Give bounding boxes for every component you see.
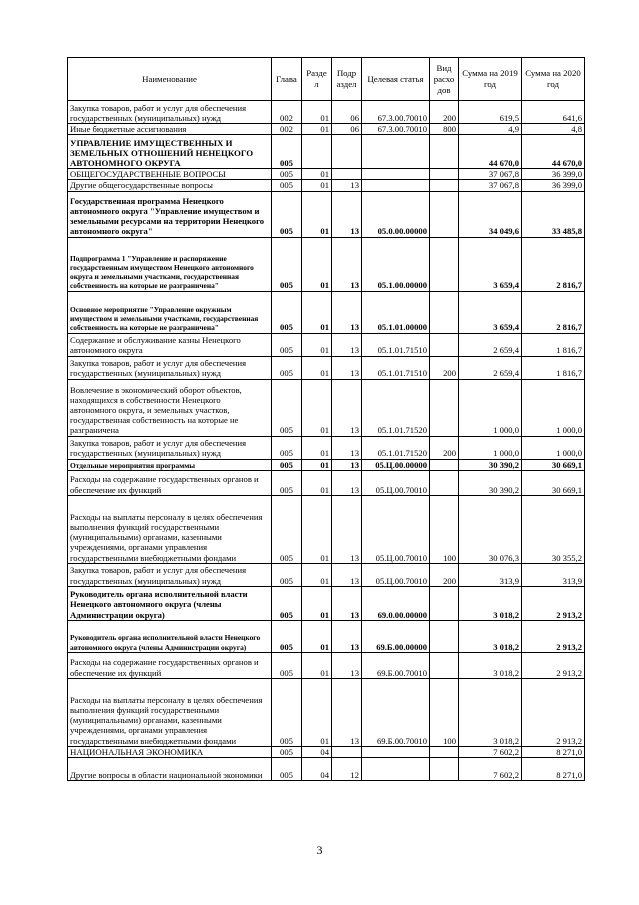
header-section: Разде л xyxy=(302,58,332,101)
row-section: 04 xyxy=(302,746,332,757)
row-sum-2019: 3 018,2 xyxy=(459,586,522,620)
table-row xyxy=(68,758,585,781)
table-row xyxy=(68,124,585,135)
table-header-row xyxy=(68,58,585,101)
row-name: Закупка товаров, работ и услуг для обеспечения государственных (муниципальных) нужд xyxy=(68,356,272,379)
row-exp-type xyxy=(430,586,459,620)
row-section: 01 xyxy=(302,237,332,291)
row-section: 01 xyxy=(302,678,332,746)
table-row xyxy=(68,459,585,470)
row-section: 01 xyxy=(302,459,332,470)
row-subsection xyxy=(332,169,362,180)
row-target: 67.3.00.70010 xyxy=(362,101,430,124)
row-name: Отдельные мероприятия программы xyxy=(68,459,272,470)
row-sum-2019: 30 076,3 xyxy=(459,495,522,563)
row-sum-2020: 30 669,1 xyxy=(522,459,585,470)
row-name: Подпрограмма 1 "Управление и распоряжение государственным имуществом Ненецкого автономного округа и земельными участками, государственная собственность на которые не разграничена" xyxy=(68,237,272,291)
row-sum-2019: 313,9 xyxy=(459,563,522,586)
row-target xyxy=(362,758,430,781)
row-subsection: 13 xyxy=(332,180,362,191)
row-section: 01 xyxy=(302,586,332,620)
row-target: 05.1.01.71520 xyxy=(362,379,430,436)
row-section: 01 xyxy=(302,495,332,563)
row-name: ОБЩЕГОСУДАРСТВЕННЫЕ ВОПРОСЫ xyxy=(68,169,272,180)
row-subsection: 13 xyxy=(332,652,362,678)
table-row xyxy=(68,333,585,356)
header-chapter: Глава xyxy=(272,58,302,101)
row-chapter: 005 xyxy=(272,459,302,470)
row-name: Содержание и обслуживание казны Ненецкого автономного округа xyxy=(68,333,272,356)
row-sum-2020: 2 913,2 xyxy=(522,620,585,652)
row-chapter: 002 xyxy=(272,124,302,135)
row-sum-2020: 30 355,2 xyxy=(522,495,585,563)
row-subsection: 13 xyxy=(332,563,362,586)
row-sum-2019: 1 000,0 xyxy=(459,436,522,459)
row-sum-2020: 33 485,8 xyxy=(522,191,585,237)
page-number: 3 xyxy=(316,843,323,857)
row-subsection: 13 xyxy=(332,291,362,333)
row-exp-type xyxy=(430,333,459,356)
table-row xyxy=(68,191,585,237)
row-name: Другие вопросы в области национальной экономики xyxy=(68,758,272,781)
row-chapter: 005 xyxy=(272,379,302,436)
row-name: УПРАВЛЕНИЕ ИМУЩЕСТВЕННЫХ И ЗЕМЕЛЬНЫХ ОТНОШЕНИЙ НЕНЕЦКОГО АВТОНОМНОГО ОКРУГА xyxy=(68,135,272,169)
row-sum-2020: 641,6 xyxy=(522,101,585,124)
row-exp-type xyxy=(430,459,459,470)
row-target xyxy=(362,180,430,191)
row-chapter: 005 xyxy=(272,356,302,379)
row-target: 05.1.01.71510 xyxy=(362,356,430,379)
row-sum-2020: 1 816,7 xyxy=(522,333,585,356)
row-exp-type: 200 xyxy=(430,356,459,379)
table-row xyxy=(68,586,585,620)
row-sum-2019: 2 659,4 xyxy=(459,356,522,379)
row-sum-2019: 3 659,4 xyxy=(459,291,522,333)
row-sum-2019: 7 602,2 xyxy=(459,746,522,757)
table-row xyxy=(68,470,585,495)
row-chapter: 005 xyxy=(272,620,302,652)
row-sum-2020: 2 816,7 xyxy=(522,291,585,333)
row-section: 01 xyxy=(302,436,332,459)
row-chapter: 005 xyxy=(272,652,302,678)
row-name: Расходы на выплаты персоналу в целях обеспечения выполнения функций государственными (муниципальными) органами, казенными учреждениями, органами управления государственными внебюджетными фондами xyxy=(68,495,272,563)
header-exp-type: Вид расхо дов xyxy=(430,58,459,101)
row-target: 05.Ц.00.70010 xyxy=(362,563,430,586)
row-subsection xyxy=(332,746,362,757)
row-section: 01 xyxy=(302,124,332,135)
table-row xyxy=(68,101,585,124)
row-chapter: 005 xyxy=(272,333,302,356)
row-chapter: 002 xyxy=(272,101,302,124)
row-target: 05.1.00.00000 xyxy=(362,237,430,291)
row-sum-2019: 3 018,2 xyxy=(459,620,522,652)
row-exp-type xyxy=(430,191,459,237)
row-sum-2019: 3 018,2 xyxy=(459,652,522,678)
row-sum-2020: 2 913,2 xyxy=(522,678,585,746)
row-section xyxy=(302,135,332,169)
row-exp-type xyxy=(430,620,459,652)
row-name: НАЦИОНАЛЬНАЯ ЭКОНОМИКА xyxy=(68,746,272,757)
row-name: Руководитель органа исполнительной власти Ненецкого автономного округа (члены Администрации округа) xyxy=(68,620,272,652)
row-sum-2020: 36 399,0 xyxy=(522,169,585,180)
row-target: 05.Ц.00.70010 xyxy=(362,495,430,563)
table-row xyxy=(68,652,585,678)
table-row xyxy=(68,135,585,169)
row-chapter: 005 xyxy=(272,470,302,495)
row-exp-type xyxy=(430,291,459,333)
row-subsection: 06 xyxy=(332,124,362,135)
row-sum-2020: 4,8 xyxy=(522,124,585,135)
row-chapter: 005 xyxy=(272,746,302,757)
table-row xyxy=(68,746,585,757)
row-exp-type: 200 xyxy=(430,563,459,586)
row-name: Основное мероприятие "Управление окружным имуществом и земельными участками, государственная собственность на которые не разграничена" xyxy=(68,291,272,333)
row-exp-type: 800 xyxy=(430,124,459,135)
row-subsection: 13 xyxy=(332,459,362,470)
row-sum-2019: 44 670,0 xyxy=(459,135,522,169)
row-chapter: 005 xyxy=(272,563,302,586)
row-exp-type xyxy=(430,379,459,436)
table-row xyxy=(68,495,585,563)
row-target: 05.1.01.71520 xyxy=(362,436,430,459)
row-sum-2019: 3 659,4 xyxy=(459,237,522,291)
row-sum-2019: 37 067,8 xyxy=(459,180,522,191)
row-section: 01 xyxy=(302,620,332,652)
row-exp-type: 100 xyxy=(430,495,459,563)
row-name: Другие общегосударственные вопросы xyxy=(68,180,272,191)
row-name: Закупка товаров, работ и услуг для обеспечения государственных (муниципальных) нужд xyxy=(68,101,272,124)
row-sum-2020: 313,9 xyxy=(522,563,585,586)
row-section: 01 xyxy=(302,291,332,333)
row-sum-2019: 30 390,2 xyxy=(459,470,522,495)
row-sum-2019: 3 018,2 xyxy=(459,678,522,746)
row-exp-type: 100 xyxy=(430,678,459,746)
row-name: Вовлечение в экономический оборот объектов, находящихся в собственности Ненецкого автономного округа, и земельных участков, государственная собственность на которые не разграничена xyxy=(68,379,272,436)
row-subsection xyxy=(332,135,362,169)
row-section: 01 xyxy=(302,379,332,436)
row-chapter: 005 xyxy=(272,237,302,291)
row-section: 01 xyxy=(302,333,332,356)
row-section: 01 xyxy=(302,180,332,191)
row-target: 05.1.01.00000 xyxy=(362,291,430,333)
row-subsection: 13 xyxy=(332,586,362,620)
row-section: 01 xyxy=(302,101,332,124)
header-subsection: Подр аздел xyxy=(332,58,362,101)
row-name: Расходы на содержание государственных органов и обеспечение их функций xyxy=(68,470,272,495)
row-sum-2019: 2 659,4 xyxy=(459,333,522,356)
table-row xyxy=(68,180,585,191)
header-target: Целевая статья xyxy=(362,58,430,101)
row-exp-type xyxy=(430,180,459,191)
table-row xyxy=(68,379,585,436)
row-target: 05.Ц.00.70010 xyxy=(362,470,430,495)
row-sum-2019: 34 049,6 xyxy=(459,191,522,237)
row-sum-2020: 36 399,0 xyxy=(522,180,585,191)
row-sum-2019: 4,9 xyxy=(459,124,522,135)
row-subsection: 13 xyxy=(332,379,362,436)
row-section: 01 xyxy=(302,563,332,586)
row-target: 05.Ц.00.00000 xyxy=(362,459,430,470)
row-subsection: 13 xyxy=(332,237,362,291)
row-target: 69.Б.00.00000 xyxy=(362,620,430,652)
row-subsection: 12 xyxy=(332,758,362,781)
row-subsection: 13 xyxy=(332,356,362,379)
row-sum-2019: 30 390,2 xyxy=(459,459,522,470)
table-row xyxy=(68,356,585,379)
row-sum-2019: 7 602,2 xyxy=(459,758,522,781)
row-chapter: 005 xyxy=(272,135,302,169)
row-chapter: 005 xyxy=(272,169,302,180)
row-sum-2020: 1 000,0 xyxy=(522,379,585,436)
row-exp-type: 200 xyxy=(430,436,459,459)
row-chapter: 005 xyxy=(272,495,302,563)
row-chapter: 005 xyxy=(272,586,302,620)
row-target xyxy=(362,135,430,169)
row-name: Закупка товаров, работ и услуг для обеспечения государственных (муниципальных) нужд xyxy=(68,436,272,459)
row-exp-type xyxy=(430,758,459,781)
row-sum-2020: 1 000,0 xyxy=(522,436,585,459)
row-subsection: 13 xyxy=(332,191,362,237)
row-subsection: 13 xyxy=(332,620,362,652)
row-sum-2020: 44 670,0 xyxy=(522,135,585,169)
row-exp-type xyxy=(430,470,459,495)
row-subsection: 13 xyxy=(332,678,362,746)
row-sum-2020: 2 816,7 xyxy=(522,237,585,291)
row-sum-2020: 8 271,0 xyxy=(522,758,585,781)
row-exp-type xyxy=(430,135,459,169)
budget-table xyxy=(67,57,585,781)
row-section: 04 xyxy=(302,758,332,781)
row-subsection: 13 xyxy=(332,436,362,459)
row-subsection: 13 xyxy=(332,470,362,495)
row-sum-2020: 30 669,1 xyxy=(522,470,585,495)
row-exp-type xyxy=(430,746,459,757)
header-sum-2019: Сумма на 2019 год xyxy=(459,58,522,101)
row-target: 69.0.00.00000 xyxy=(362,586,430,620)
header-name: Наименование xyxy=(68,58,272,101)
table-row xyxy=(68,620,585,652)
row-section: 01 xyxy=(302,356,332,379)
row-chapter: 005 xyxy=(272,180,302,191)
row-section: 01 xyxy=(302,169,332,180)
table-row xyxy=(68,237,585,291)
row-chapter: 005 xyxy=(272,191,302,237)
row-subsection: 13 xyxy=(332,333,362,356)
row-sum-2020: 1 816,7 xyxy=(522,356,585,379)
row-target: 69.Б.00.70010 xyxy=(362,652,430,678)
table-row xyxy=(68,678,585,746)
row-chapter: 005 xyxy=(272,758,302,781)
row-exp-type xyxy=(430,652,459,678)
row-target xyxy=(362,746,430,757)
row-chapter: 005 xyxy=(272,678,302,746)
row-exp-type xyxy=(430,237,459,291)
row-target xyxy=(362,169,430,180)
row-name: Руководитель органа исполнительной власти Ненецкого автономного округа (члены Администрации округа) xyxy=(68,586,272,620)
table-row xyxy=(68,169,585,180)
row-name: Расходы на выплаты персоналу в целях обеспечения выполнения функций государственными (муниципальными) органами, казенными учреждениями, органами управления государственными внебюджетными фондами xyxy=(68,678,272,746)
table-row xyxy=(68,563,585,586)
row-chapter: 005 xyxy=(272,291,302,333)
row-sum-2020: 2 913,2 xyxy=(522,586,585,620)
row-subsection: 13 xyxy=(332,495,362,563)
row-sum-2020: 2 913,2 xyxy=(522,652,585,678)
row-sum-2019: 37 067,8 xyxy=(459,169,522,180)
row-target: 69.Б.00.70010 xyxy=(362,678,430,746)
row-section: 01 xyxy=(302,191,332,237)
row-target: 05.0.00.00000 xyxy=(362,191,430,237)
row-subsection: 06 xyxy=(332,101,362,124)
row-chapter: 005 xyxy=(272,436,302,459)
row-exp-type: 200 xyxy=(430,101,459,124)
row-sum-2019: 619,5 xyxy=(459,101,522,124)
row-name: Закупка товаров, работ и услуг для обеспечения государственных (муниципальных) нужд xyxy=(68,563,272,586)
row-section: 01 xyxy=(302,470,332,495)
row-section: 01 xyxy=(302,652,332,678)
table-row xyxy=(68,291,585,333)
header-sum-2020: Сумма на 2020 год xyxy=(522,58,585,101)
row-name: Расходы на содержание государственных органов и обеспечение их функций xyxy=(68,652,272,678)
table-row xyxy=(68,436,585,459)
row-exp-type xyxy=(430,169,459,180)
row-sum-2019: 1 000,0 xyxy=(459,379,522,436)
row-target: 67.3.00.70010 xyxy=(362,124,430,135)
row-name: Иные бюджетные ассигнования xyxy=(68,124,272,135)
row-target: 05.1.01.71510 xyxy=(362,333,430,356)
row-sum-2020: 8 271,0 xyxy=(522,746,585,757)
row-name: Государственная программа Ненецкого автономного округа "Управление имуществом и земельными ресурсами на территории Ненецкого автономного округа" xyxy=(68,191,272,237)
